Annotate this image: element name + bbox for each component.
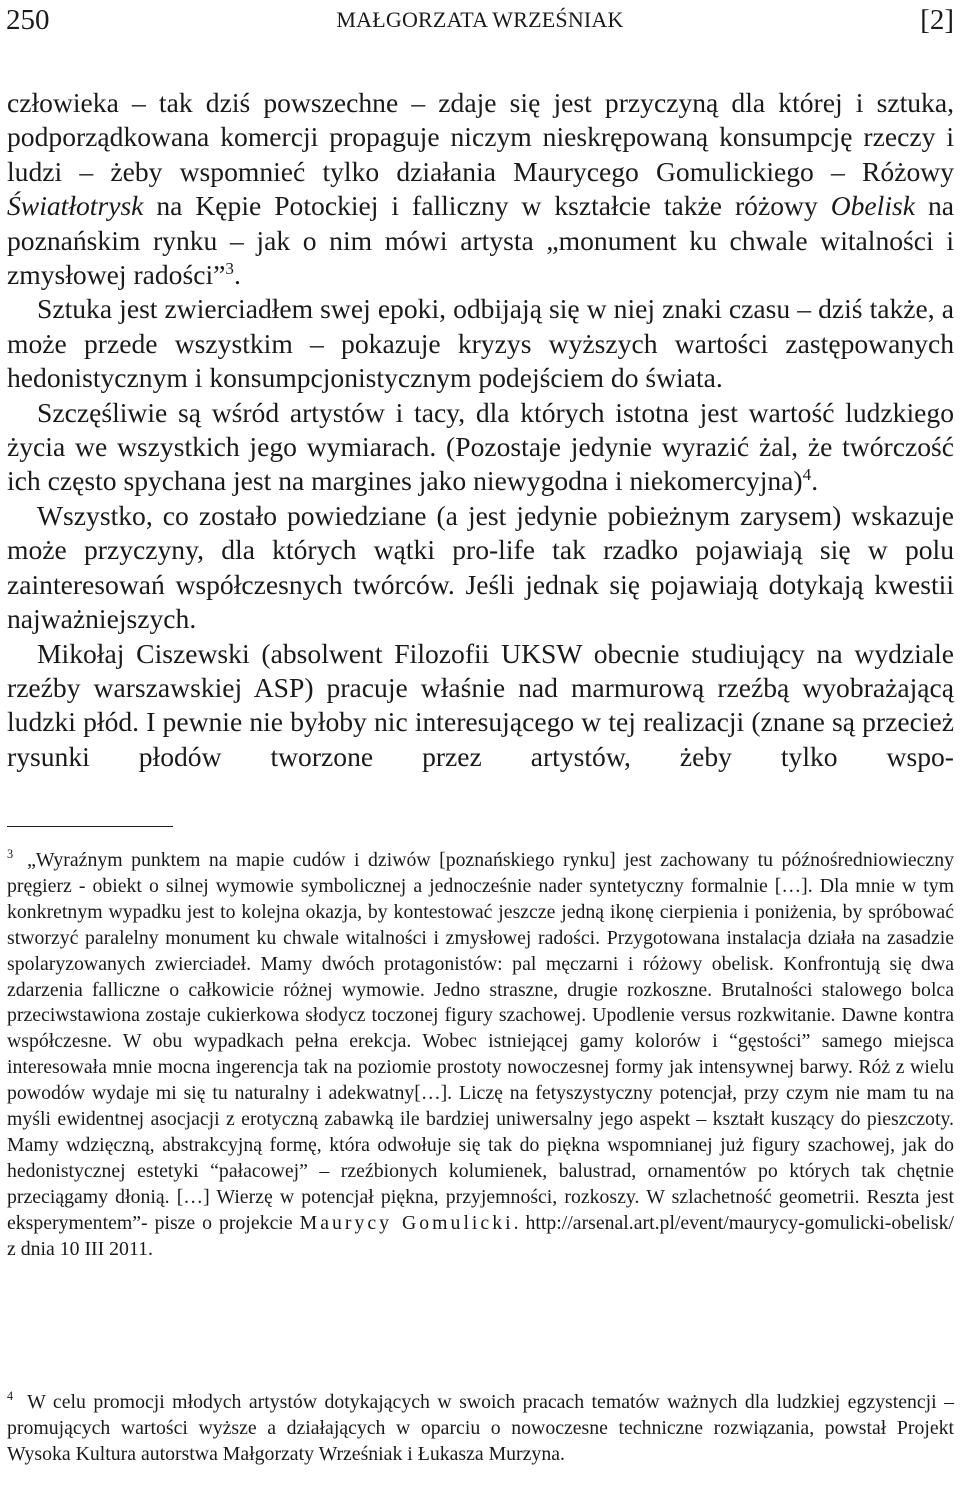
paragraph-3 xyxy=(7,396,954,499)
page-number: 250 xyxy=(6,4,50,36)
footnotes-2 xyxy=(7,1390,954,1468)
footnote-4-marker: 4 xyxy=(7,1389,14,1404)
footnote-ref-4[interactable]: 4 xyxy=(802,465,812,485)
artwork-title-swiatlotrysk: Światłotrysk xyxy=(7,190,144,222)
paragraph-4: Wszystko, co zostało powiedziane (a jest jedynie pobieżnym zarysem) wskazuje może przyczyny, dla których wątki pro-life tak rzadko pojawiają się w polu zainteresowań współczesnych twórców. Jeśli jednak się pojawiają dotykają kwestii najważniejszych. xyxy=(7,499,954,635)
footnote-separator xyxy=(7,826,173,827)
paragraph-1-text-2: na Kępie Potockiej i falliczny w kształcie także różowy xyxy=(143,190,831,222)
main-text xyxy=(7,86,954,774)
footnote-3-author: Maurycy Gomulicki xyxy=(299,1211,514,1234)
paragraph-1 xyxy=(7,86,954,292)
page-header xyxy=(6,0,954,40)
footnote-3 xyxy=(7,848,954,1263)
footnote-4-text: W celu promocji młodych artystów dotykających w swoich pracach tematów ważnych dla ludzkiej egzystencji – promujących wartości wyższe a działających w oparciu o nowoczesne techniczne rozwiązania, powstał Projekt Wysoka Kultura autorstwa Małgorzaty Wrześniak i Łukasza Murzyna. xyxy=(7,1391,954,1465)
paragraph-1-text-3: na poznańskim rynku – jak o nim mówi artysta „monument ku chwale witalności i zmysłowej radości” xyxy=(7,190,954,291)
section-marker: [2] xyxy=(920,4,954,36)
paragraph-5: Mikołaj Ciszewski (absolwent Filozofii UKSW obecnie studiujący na wydziale rzeźby warszawskiej ASP) pracuje właśnie nad marmurową rzeźbą wyobrażającą ludzki płód. I pewnie nie byłoby nic interesującego w tej realizacji (znane są przecież rysunki płodów tworzone przez artystów, żeby tylko wspo- xyxy=(7,637,954,772)
footnote-4 xyxy=(7,1390,954,1468)
footnotes xyxy=(7,848,954,1263)
paragraph-1-end: . xyxy=(233,259,241,291)
running-head: MAŁGORZATA WRZEŚNIAK xyxy=(336,7,624,32)
artwork-title-obelisk: Obelisk xyxy=(830,190,915,222)
paragraph-3-text: Szczęśliwie są wśród artystów i tacy, dla których istotna jest wartość ludzkiego życia we wszystkich jego wymiarach. (Pozostaje jedynie wyrazić żal, że twórczość ich często spychana jest na margines jako niewygodna i niekomercyjna) xyxy=(7,396,954,497)
footnote-ref-3[interactable]: 3 xyxy=(225,258,234,278)
paragraph-3-end: . xyxy=(811,465,819,497)
paragraph-1-text: człowieka – tak dziś powszechne – zdaje się jest przyczyną dla której i sztuka, podporządkowana komercji propaguje niczym nieskrępowaną konsumpcję rzeczy i ludzi – żeby wspomnieć tylko działania Maurycego Gomulickiego – Różowy xyxy=(7,87,954,187)
paragraph-2: Sztuka jest zwierciadłem swej epoki, odbijają się w niej znaki czasu – dziś także, a może przede wszystkim – pokazuje kryzys wyższych wartości zastępowanych hedonistycznym i konsumpcjonistycznym podejściem do świata. xyxy=(7,293,954,394)
footnote-3-marker: 3 xyxy=(7,847,14,862)
footnote-3-source: . http://arsenal.art.pl/event/maurycy-gomulicki-obelisk/ z dnia 10 III 2011. xyxy=(7,1211,954,1260)
footnote-3-text: „Wyraźnym punktem na mapie cudów i dziwów [poznańskiego rynku] jest zachowany tu późnośredniowieczny pręgierz - obiekt o silnej wymowie symbolicznej a jednocześnie nader syntetyczny formalnie […]. Dla mnie w tym konkretnym wypadku jest to kolejna okazja, by kontestować jeszcze jedną ikonę cierpienia i poniżenia, by spróbować stworzyć paralelny monument ku chwale witalności i zmysłowej radości. Przygotowana instalacja działa na zasadzie spolaryzowanych zwierciadeł. Mamy dwóch protagonistów: pal męczarni i różowy obelisk. Konfrontują się dwa zdarzenia falliczne o całkowicie różnej wymowie. Jedno straszne, drugie rozkoszne. Brutalności stalowego bolca przeciwstawiona zostaje cukierkowa słodycz toczonej figury szachowej. Upodlenie versus rozkwitanie. Dawne kontra współczesne. W obu wypadkach pełna erekcja. Wobec istniejącej gamy kolorów i “gęstości” samego miejsca interesowała mnie mocna ingerencja tak na poziomie prostoty nowoczesnej formy jak intensywnej barwy. Róż z wielu powodów wydaje mi się tu naturalny i adekwatny[…]. Liczę na fetyszystyczny potencjał, przy czym nie mam tu na myśli ewidentnej asocjacji z erotyczną zabawką ile bardziej uniwersalny jego aspekt – kształt kuszący do pieszczoty. Mamy wdzięczną, abstrakcyjną formę, która odwołuje się tak do piękna wspomnianej już figury szachowej, jak do hedonistycznej estetyki “pałacowej” – rzeźbionych kolumienek, balustrad, ornamentów po których tak chętnie przeciągamy dłonią. […] Wierzę w potencjał piękna, przyjemności, rozkoszy. W szlachetność geometrii. Reszta jest eksperymentem”- pisze o projekcie xyxy=(7,849,954,1234)
